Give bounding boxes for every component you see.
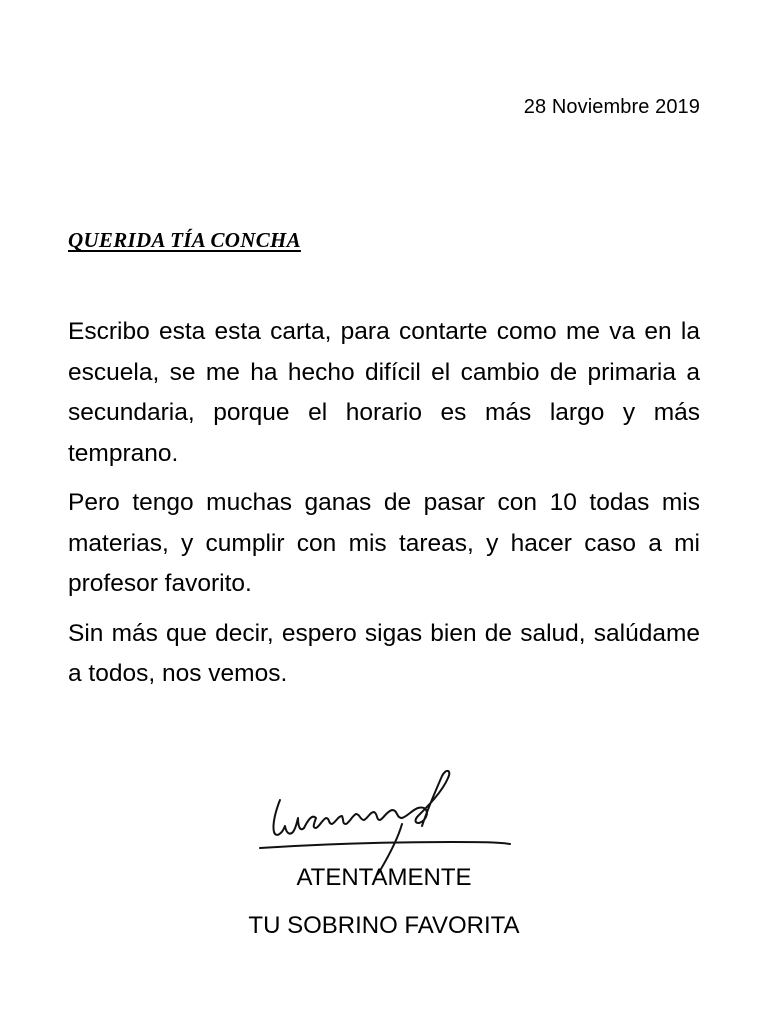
letter-salutation: QUERIDA TÍA CONCHA bbox=[68, 228, 301, 252]
paragraph: Sin más que decir, espero sigas bien de salud, salúdame a todos, nos vemos. bbox=[68, 619, 700, 687]
letter-body bbox=[68, 312, 700, 704]
signer-text: TU SOBRINO FAVORITA bbox=[248, 912, 520, 939]
letter-date: 28 Noviembre 2019 bbox=[523, 96, 700, 118]
paragraph: Escribo esta esta carta, para contarte como me va en la escuela, se me ha hecho difícil el cambio de primaria a secundaria, porque el horario es más largo y más temprano. bbox=[68, 318, 700, 467]
paragraph: Pero tengo muchas ganas de pasar con 10 todas mis materias, y cumplir con mis tareas, y hacer caso a mi profesor favorito. bbox=[68, 489, 700, 597]
handwritten-signature bbox=[252, 762, 522, 880]
closing-text: ATENTAMENTE bbox=[296, 864, 472, 891]
